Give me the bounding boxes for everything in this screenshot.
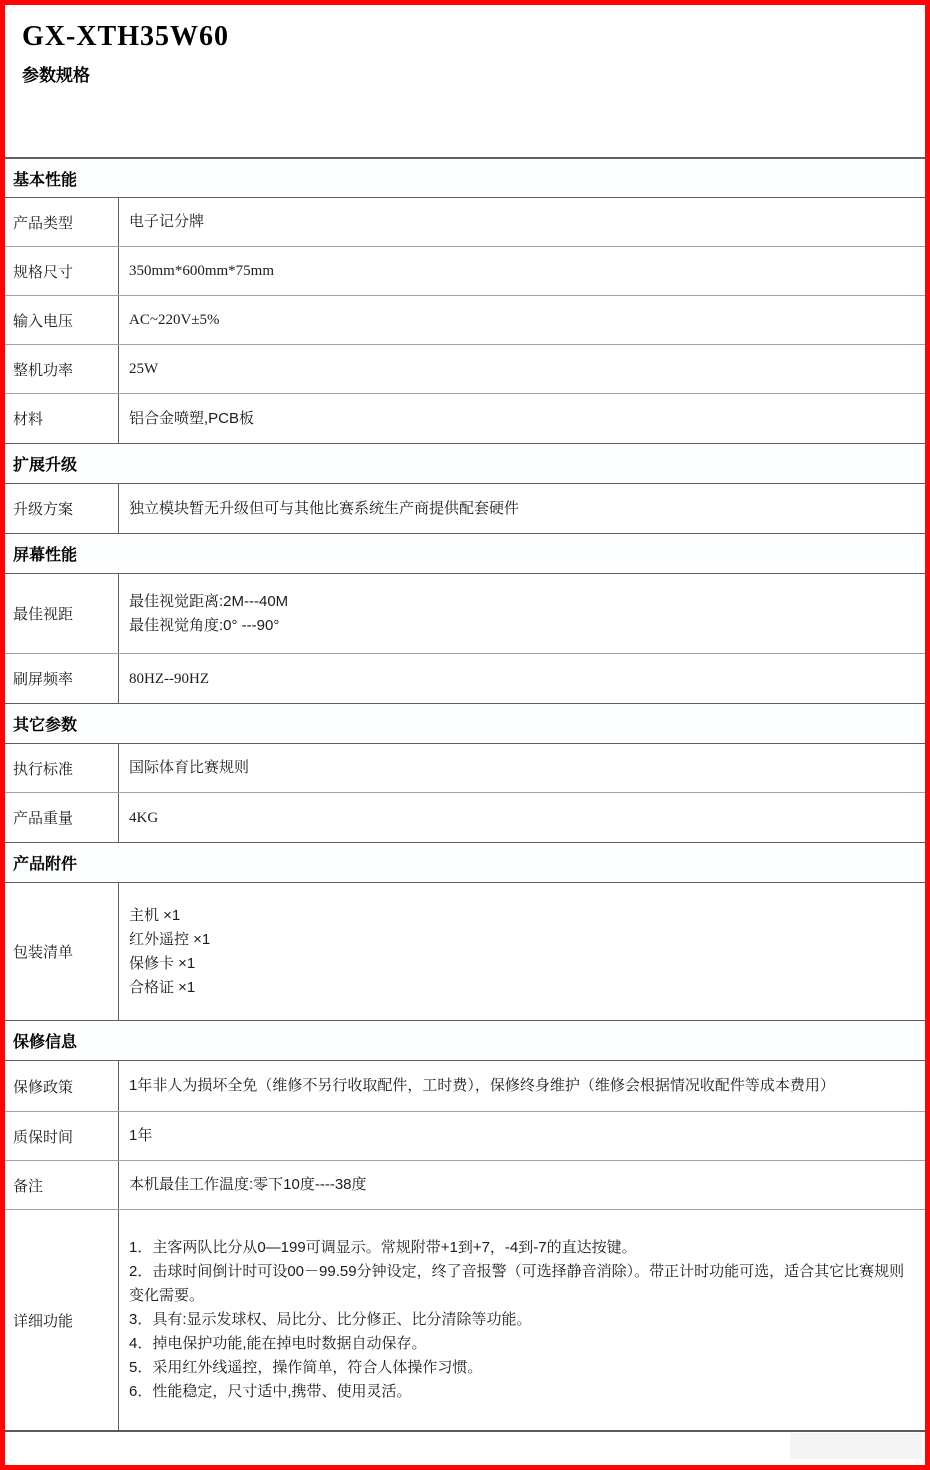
spec-row-viewing-distance [5,574,925,654]
spec-table [5,157,925,1432]
spec-value: 本机最佳工作温度:零下10度----38度 [129,1176,367,1193]
spec-label: 产品类型 [5,198,119,246]
spec-label: 质保时间 [5,1112,119,1160]
spec-row-dimensions [5,247,925,296]
spec-value [119,883,925,1020]
spec-row-upgrade-plan [5,484,925,533]
spec-row-weight [5,793,925,842]
spec-label: 备注 [5,1161,119,1209]
spec-value-line: 合格证 ×1 [129,978,196,996]
spec-value-line: 5．采用红外线遥控，操作简单，符合人体操作习惯。 [129,1359,483,1376]
page-header [5,5,925,157]
spec-label: 升级方案 [5,484,119,533]
spec-value: 电子记分牌 [129,213,205,230]
spec-row-material [5,394,925,443]
spec-value-line: 2．击球时间倒计时可设00－99.59分钟设定，终了音报警（可选择静音消除）。带正计时功能可选，适合其它比赛规则变化需要。 [129,1263,905,1304]
spec-label: 规格尺寸 [5,247,119,295]
section-basic-performance [5,157,925,443]
spec-row-detailed-functions [5,1210,925,1432]
spec-row-warranty-policy [5,1061,925,1112]
spec-row-warranty-period [5,1112,925,1161]
spec-subtitle: 参数规格 [22,66,90,85]
section-heading: 保修信息 [5,1020,925,1061]
spec-row-refresh-rate [5,654,925,703]
spec-label: 输入电压 [5,296,119,344]
spec-label: 材料 [5,394,119,443]
spec-value: 25W [129,361,159,377]
spec-label: 最佳视距 [5,574,119,653]
spec-value-line: 6．性能稳定，尺寸适中,携带、使用灵活。 [129,1383,412,1400]
spec-value-line: 保修卡 ×1 [129,954,196,972]
spec-label: 执行标准 [5,744,119,792]
section-product-accessories [5,842,925,1020]
spec-label: 保修政策 [5,1061,119,1111]
spec-row-standard [5,744,925,793]
section-screen-performance [5,533,925,703]
spec-row-input-voltage [5,296,925,345]
section-heading: 扩展升级 [5,443,925,484]
spec-value [119,1210,925,1430]
spec-value: 国际体育比赛规则 [129,759,250,776]
spec-value: AC~220V±5% [129,312,220,328]
spec-value-line: 红外遥控 ×1 [129,930,211,948]
spec-label: 产品重量 [5,793,119,842]
spec-value-line: 1．主客两队比分从0—199可调显示。常规附带+1到+7，-4到-7的直达按键。 [129,1239,637,1256]
section-other-parameters [5,703,925,842]
spec-label: 整机功率 [5,345,119,393]
section-warranty-info [5,1020,925,1432]
spec-value-line: 3．具有:显示发球权、局比分、比分修正、比分清除等功能。 [129,1311,532,1328]
section-heading: 其它参数 [5,703,925,744]
section-heading: 产品附件 [5,842,925,883]
bottom-right-gray-box [790,1433,922,1459]
spec-label: 详细功能 [5,1210,119,1430]
spec-value: 1年非人为损坏全免（维修不另行收取配件，工时费），保修终身维护（维修会根据情况收配件等成本费用） [129,1077,835,1094]
spec-label: 刷屏频率 [5,654,119,703]
spec-value: 80HZ--90HZ [129,670,209,687]
spec-row-product-type [5,198,925,247]
spec-value-line: 主机 ×1 [129,906,181,924]
spec-label: 包装清单 [5,883,119,1020]
spec-row-remarks [5,1161,925,1210]
section-heading: 屏幕性能 [5,533,925,574]
spec-value [119,574,925,653]
spec-row-power [5,345,925,394]
spec-value: 1年 [129,1127,153,1144]
spec-value: 4KG [129,809,159,826]
spec-value: 独立模块暂无升级但可与其他比赛系统生产商提供配套硬件 [129,499,520,517]
spec-value-line: 4．掉电保护功能,能在掉电时数据自动保存。 [129,1335,427,1352]
spec-value: 350mm*600mm*75mm [129,263,275,279]
product-model-title: GX-XTH35W60 [22,21,229,52]
spec-value-line: 最佳视觉角度:0° ---90° [129,616,280,634]
section-heading: 基本性能 [5,157,925,198]
spec-value: 铝合金喷塑,PCB板 [129,409,255,427]
spec-row-packing-list [5,883,925,1020]
spec-value-line: 最佳视觉距离:2M---40M [129,592,289,610]
section-expansion-upgrade [5,443,925,533]
